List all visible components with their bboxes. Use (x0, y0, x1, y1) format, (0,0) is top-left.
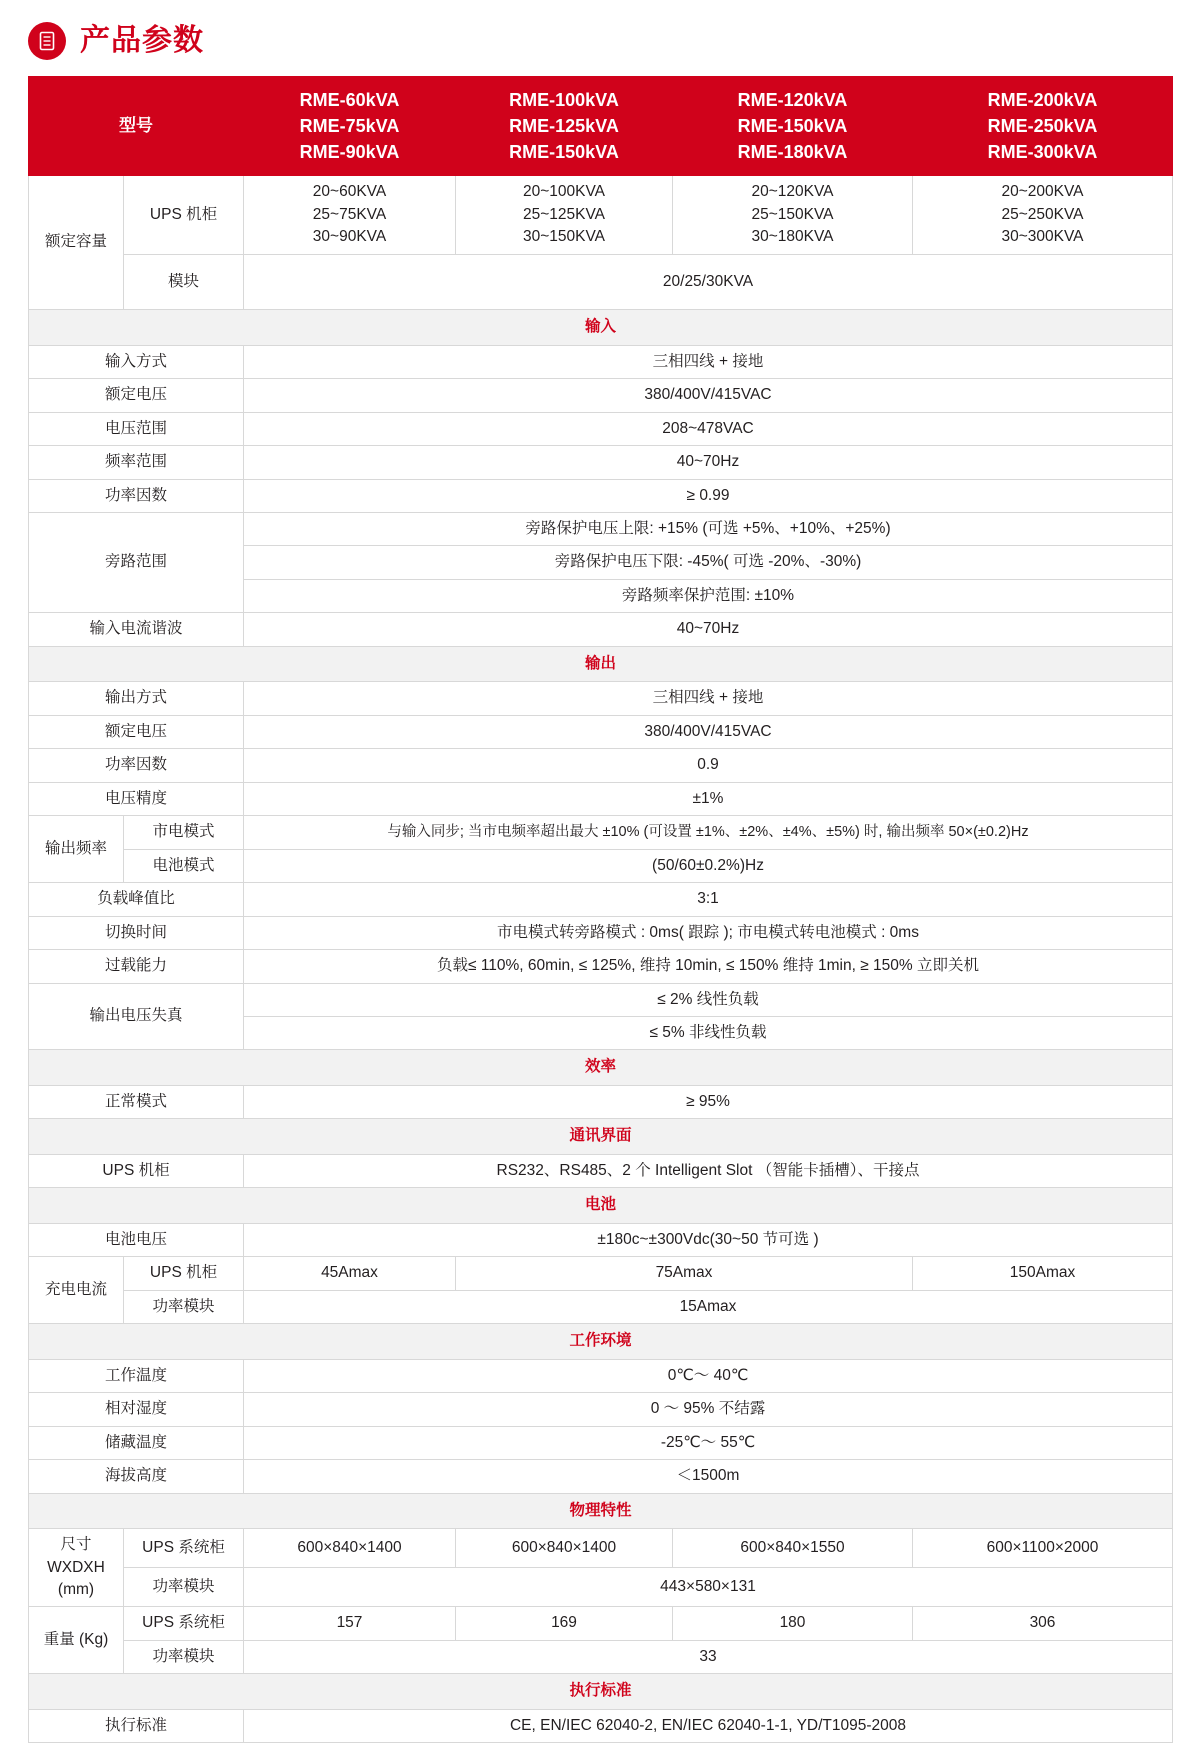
table-row (29, 1085, 1173, 1118)
row-value: 0.9 (244, 749, 1173, 782)
value-line: 25~125KVA (522, 205, 606, 223)
dimensions-system-cabinet-label: UPS 系统柜 (124, 1529, 244, 1568)
table-row (29, 1426, 1173, 1459)
row-label: UPS 机柜 (29, 1154, 244, 1187)
model-3-line-3: RME-180kVA (737, 142, 848, 163)
table-row (29, 512, 1173, 545)
section-battery (29, 1188, 1173, 1223)
row-label: 执行标准 (29, 1709, 244, 1742)
bypass-range-value-2: 旁路保护电压下限: -45%( 可选 -20%、-30%) (244, 546, 1173, 579)
weight-system-cabinet-label: UPS 系统柜 (124, 1607, 244, 1640)
row-value: ±180c~±300Vdc(30~50 节可选 ) (244, 1223, 1173, 1256)
output-frequency-utility-label: 市电模式 (124, 816, 244, 849)
charge-current-module-value: 15Amax (244, 1290, 1173, 1323)
dimensions-col-3: 600×840×1550 (673, 1529, 913, 1568)
row-value: ＜1500m (244, 1460, 1173, 1493)
row-label: 工作温度 (29, 1359, 244, 1392)
value-line: 20~120KVA (751, 183, 834, 201)
row-value: 0℃～ 40℃ (244, 1359, 1173, 1392)
section-title: 通讯界面 (29, 1119, 1173, 1154)
table-row (29, 1709, 1173, 1742)
row-value: 0 ～ 95% 不结露 (244, 1393, 1173, 1426)
table-row (29, 849, 1173, 882)
table-row (29, 782, 1173, 815)
dimensions-module-label: 功率模块 (124, 1568, 244, 1607)
table-row (29, 479, 1173, 512)
section-input (29, 310, 1173, 345)
rated-capacity-col-3 (673, 176, 913, 254)
row-label: 海拔高度 (29, 1460, 244, 1493)
row-label: 功率因数 (29, 479, 244, 512)
output-distortion-value-1: ≤ 2% 线性负载 (244, 983, 1173, 1016)
row-label: 储藏温度 (29, 1426, 244, 1459)
value-line: 20~200KVA (1001, 183, 1084, 201)
row-value: -25℃～ 55℃ (244, 1426, 1173, 1459)
row-label: 电压范围 (29, 412, 244, 445)
output-frequency-label: 输出频率 (29, 816, 124, 883)
row-label: 切换时间 (29, 916, 244, 949)
row-label: 过载能力 (29, 950, 244, 983)
table-row (29, 1223, 1173, 1256)
model-3-line-2: RME-150kVA (737, 116, 848, 137)
output-frequency-battery-value: (50/60±0.2%)Hz (244, 849, 1173, 882)
rated-capacity-col-1 (244, 176, 456, 254)
weight-col-2: 169 (456, 1607, 673, 1640)
table-row (29, 916, 1173, 949)
table-row (29, 983, 1173, 1016)
value-line: 30~90KVA (312, 228, 387, 246)
page-header (28, 0, 1172, 76)
model-label: 型号 (29, 77, 244, 176)
table-row (29, 1529, 1173, 1568)
rated-capacity-module-value: 20/25/30KVA (244, 254, 1173, 309)
model-4-line-2: RME-250kVA (987, 116, 1098, 137)
table-row (29, 1460, 1173, 1493)
row-label: 负载峰值比 (29, 883, 244, 916)
table-header-row (29, 77, 1173, 176)
row-value: ≥ 0.99 (244, 479, 1173, 512)
row-label: 正常模式 (29, 1085, 244, 1118)
row-label: 额定电压 (29, 715, 244, 748)
row-label: 输出方式 (29, 682, 244, 715)
label-line: WXDXH (47, 1558, 105, 1576)
section-title: 效率 (29, 1050, 1173, 1085)
row-value: 市电模式转旁路模式 : 0ms( 跟踪 ); 市电模式转电池模式 : 0ms (244, 916, 1173, 949)
table-row (29, 682, 1173, 715)
row-value: 三相四线 + 接地 (244, 345, 1173, 378)
table-row (29, 1607, 1173, 1640)
charge-current-ups-cabinet-label: UPS 机柜 (124, 1257, 244, 1290)
row-label: 相对湿度 (29, 1393, 244, 1426)
section-communication (29, 1119, 1173, 1154)
charge-current-module-label: 功率模块 (124, 1290, 244, 1323)
row-value: 3:1 (244, 883, 1173, 916)
section-title: 物理特性 (29, 1493, 1173, 1528)
value-line: 25~250KVA (1001, 205, 1084, 223)
row-label: 功率因数 (29, 749, 244, 782)
table-row (29, 1393, 1173, 1426)
table-row (29, 412, 1173, 445)
row-value: 40~70Hz (244, 613, 1173, 646)
value-line: 30~150KVA (522, 228, 606, 246)
value-line: 20~60KVA (312, 183, 387, 201)
row-value: 380/400V/415VAC (244, 715, 1173, 748)
output-frequency-utility-value: 与输入同步; 当市电频率超出最大 ±10% (可设置 ±1%、±2%、±4%、±5%) 时, 输出频率 50×(±0.2)Hz (244, 816, 1173, 849)
model-column-2 (456, 77, 673, 176)
value-line: 25~75KVA (312, 205, 387, 223)
weight-col-1: 157 (244, 1607, 456, 1640)
row-value: RS232、RS485、2 个 Intelligent Slot （智能卡插槽）、干接点 (244, 1154, 1173, 1187)
list-document-icon (28, 22, 66, 60)
section-efficiency (29, 1050, 1173, 1085)
table-row (29, 883, 1173, 916)
weight-module-value: 33 (244, 1640, 1173, 1673)
section-title: 电池 (29, 1188, 1173, 1223)
output-distortion-label: 输出电压失真 (29, 983, 244, 1050)
section-standards (29, 1674, 1173, 1709)
section-physical (29, 1493, 1173, 1528)
bypass-range-label: 旁路范围 (29, 512, 244, 612)
row-label: 电池电压 (29, 1223, 244, 1256)
table-row (29, 1154, 1173, 1187)
row-label: 额定电压 (29, 379, 244, 412)
model-2-line-2: RME-125kVA (509, 116, 619, 137)
value-line: 30~180KVA (751, 228, 834, 246)
weight-col-4: 306 (913, 1607, 1173, 1640)
dimensions-label (29, 1529, 124, 1607)
model-3-line-1: RME-120kVA (737, 90, 848, 110)
value-line: 20~100KVA (522, 183, 606, 201)
table-row (29, 1640, 1173, 1673)
section-title: 输入 (29, 310, 1173, 345)
output-distortion-value-2: ≤ 5% 非线性负载 (244, 1017, 1173, 1050)
model-1-line-3: RME-90kVA (299, 142, 400, 163)
bypass-range-value-1: 旁路保护电压上限: +15% (可选 +5%、+10%、+25%) (244, 512, 1173, 545)
dimensions-col-1: 600×840×1400 (244, 1529, 456, 1568)
charge-current-label: 充电电流 (29, 1257, 124, 1324)
table-row (29, 816, 1173, 849)
table-row (29, 613, 1173, 646)
model-1-line-1: RME-60kVA (299, 90, 400, 110)
section-environment (29, 1324, 1173, 1359)
row-value: 40~70Hz (244, 446, 1173, 479)
charge-current-col-3: 150Amax (913, 1257, 1173, 1290)
section-title: 执行标准 (29, 1674, 1173, 1709)
rated-capacity-col-4 (913, 176, 1173, 254)
table-row (29, 176, 1173, 254)
section-title: 工作环境 (29, 1324, 1173, 1359)
row-label: 输入电流谐波 (29, 613, 244, 646)
charge-current-col-1: 45Amax (244, 1257, 456, 1290)
product-spec-table (28, 76, 1173, 1743)
rated-capacity-module-label: 模块 (124, 254, 244, 309)
dimensions-module-value: 443×580×131 (244, 1568, 1173, 1607)
dimensions-col-2: 600×840×1400 (456, 1529, 673, 1568)
model-4-line-1: RME-200kVA (987, 90, 1098, 110)
model-column-1 (244, 77, 456, 176)
label-line: (mm) (57, 1580, 95, 1598)
value-line: 25~150KVA (751, 205, 834, 223)
table-row (29, 446, 1173, 479)
table-row (29, 254, 1173, 309)
row-value: ±1% (244, 782, 1173, 815)
table-row (29, 950, 1173, 983)
table-row (29, 715, 1173, 748)
row-value: CE, EN/IEC 62040-2, EN/IEC 62040-1-1, YD/T1095-2008 (244, 1709, 1173, 1742)
model-4-line-3: RME-300kVA (987, 142, 1098, 163)
row-value: ≥ 95% (244, 1085, 1173, 1118)
table-row (29, 379, 1173, 412)
model-column-3 (673, 77, 913, 176)
row-label: 频率范围 (29, 446, 244, 479)
row-label: 电压精度 (29, 782, 244, 815)
rated-capacity-ups-cabinet-label: UPS 机柜 (124, 176, 244, 254)
charge-current-col-2: 75Amax (456, 1257, 913, 1290)
table-row (29, 1359, 1173, 1392)
table-row (29, 1568, 1173, 1607)
page-title: 产品参数 (80, 24, 204, 57)
model-1-line-2: RME-75kVA (299, 116, 400, 137)
section-title: 输出 (29, 646, 1173, 681)
rated-capacity-col-2 (456, 176, 673, 254)
weight-module-label: 功率模块 (124, 1640, 244, 1673)
section-output (29, 646, 1173, 681)
dimensions-col-4: 600×1100×2000 (913, 1529, 1173, 1568)
row-label: 输入方式 (29, 345, 244, 378)
model-column-4 (913, 77, 1173, 176)
value-line: 30~300KVA (1001, 228, 1084, 246)
row-value: 负载≤ 110%, 60min, ≤ 125%, 维持 10min, ≤ 150% 维持 1min, ≥ 150% 立即关机 (244, 950, 1173, 983)
row-value: 三相四线 + 接地 (244, 682, 1173, 715)
model-2-line-1: RME-100kVA (509, 90, 619, 110)
model-2-line-3: RME-150kVA (509, 142, 619, 163)
row-value: 380/400V/415VAC (244, 379, 1173, 412)
table-row (29, 1257, 1173, 1290)
table-row (29, 749, 1173, 782)
output-frequency-battery-label: 电池模式 (124, 849, 244, 882)
table-row (29, 1290, 1173, 1323)
bypass-range-value-3: 旁路频率保护范围: ±10% (244, 579, 1173, 612)
weight-label: 重量 (Kg) (29, 1607, 124, 1674)
label-line: 尺寸 (60, 1536, 92, 1554)
weight-col-3: 180 (673, 1607, 913, 1640)
rated-capacity-label: 额定容量 (29, 176, 124, 310)
row-value: 208~478VAC (244, 412, 1173, 445)
table-row (29, 345, 1173, 378)
